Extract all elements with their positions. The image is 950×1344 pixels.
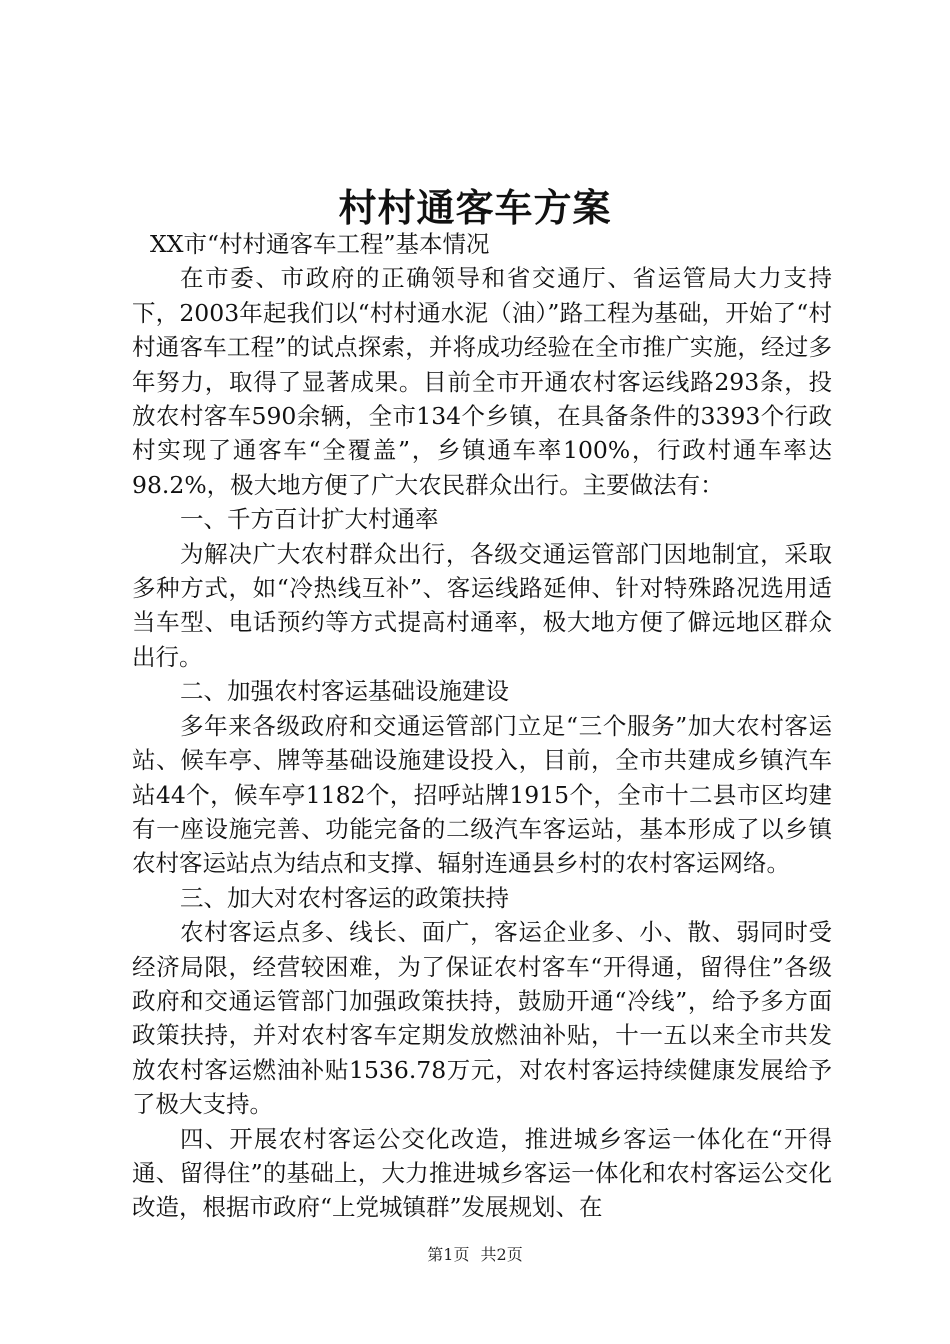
section-heading: 一、千方百计扩大村通率 <box>180 505 439 534</box>
section-heading: XX市“村村通客车工程”基本情况 <box>150 230 490 258</box>
body-paragraph: 四、开展农村客运公交化改造，推进城乡客运一体化在“开得通、留得住”的基础上，大力推进城乡客运一体化和农村客运公交化改造，根据市政府“上党城镇群”发展规划、在 <box>132 1124 832 1222</box>
page-total: 共2页 <box>480 1245 523 1264</box>
page-number: 第1页 <box>427 1245 470 1264</box>
document-body <box>132 227 832 1225</box>
body-paragraph: 在市委、市政府的正确领导和省交通厅、省运管局大力支持下，2003年起我们以“村村通水泥（油）”路工程为基础，开始了“村村通客车工程”的试点探索，并将成功经验在全市推广实施，经过多年努力，取得了显著成果。目前全市开通农村客运线路293条，投放农村客车590余辆，全市134个乡镇，在具备条件的3393个行政村实现了通客车“全覆盖”，乡镇通车率100%，行政村通车率达98.2%，极大地方便了广大农民群众出行。主要做法有： <box>132 264 832 499</box>
document-title: 村村通客车方案 <box>338 185 612 230</box>
section-heading: 二、加强农村客运基础设施建设 <box>180 677 509 706</box>
body-paragraph: 多年来各级政府和交通运管部门立足“三个服务”加大农村客运站、候车亭、牌等基础设施建设投入，目前，全市共建成乡镇汽车站44个，候车亭1182个，招呼站牌1915个，全市十二县市区均建有一座设施完善、功能完备的二级汽车客运站，基本形成了以乡镇农村客运站点为结点和支撑、辐射连通县乡村的农村客运网络。 <box>132 711 832 878</box>
page-footer <box>0 1244 950 1266</box>
body-paragraph: 为解决广大农村群众出行，各级交通运管部门因地制宜，采取多种方式，如“冷热线互补”、客运线路延伸、针对特殊路况选用适当车型、电话预约等方式提高村通率，极大地方便了僻远地区群众出行。 <box>132 539 832 671</box>
body-paragraph: 农村客运点多、线长、面广，客运企业多、小、散、弱同时受经济局限，经营较困难，为了保证农村客车“开得通，留得住”各级政府和交通运管部门加强政策扶持，鼓励开通“冷线”，给予多方面政策扶持，并对农村客车定期发放燃油补贴，十一五以来全市共发放农村客运燃油补贴1536.78万元，对农村客运持续健康发展给予了极大支持。 <box>132 918 832 1119</box>
section-heading: 三、加大对农村客运的政策扶持 <box>180 883 509 912</box>
